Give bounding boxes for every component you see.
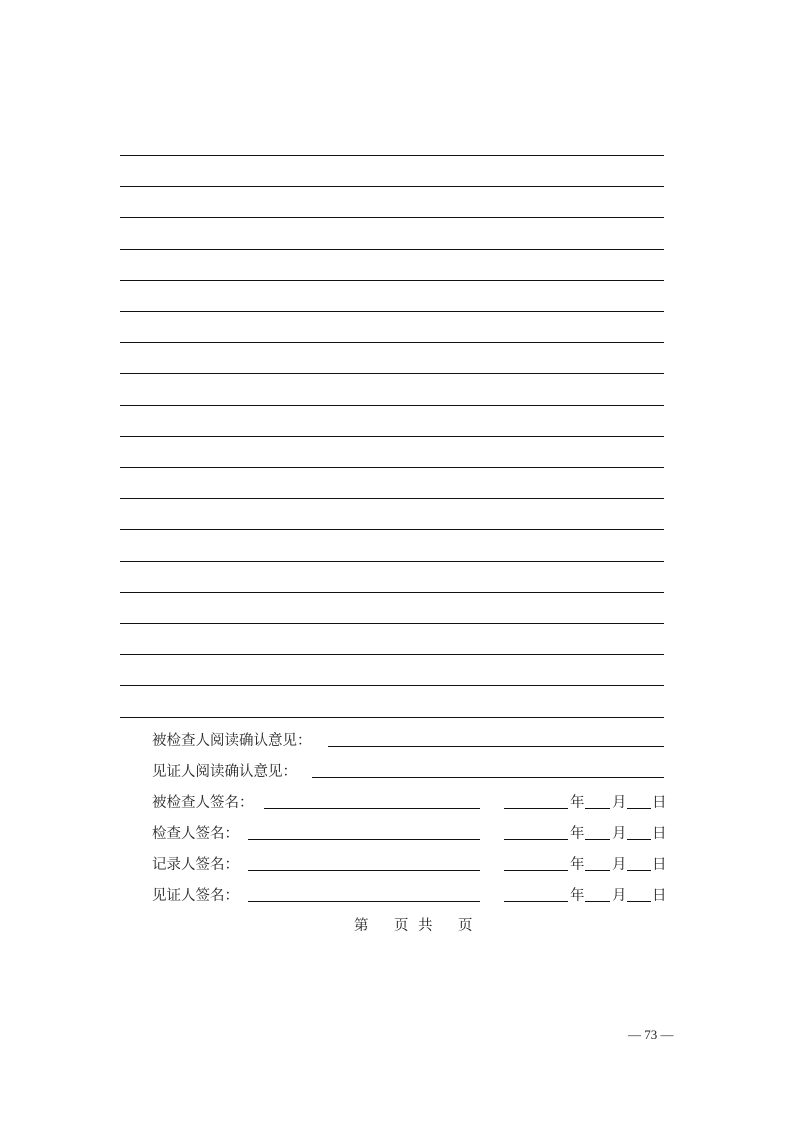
year-unit: 年 xyxy=(570,857,585,873)
year-unit: 年 xyxy=(570,795,585,811)
day-unit: 日 xyxy=(652,826,667,842)
ruled-line xyxy=(120,311,664,312)
day-unit: 日 xyxy=(652,888,667,904)
witness-signature-label: 见证人签名： xyxy=(152,888,239,904)
day-unit: 日 xyxy=(652,795,667,811)
ruled-line xyxy=(120,467,664,468)
ruled-line xyxy=(120,405,664,406)
day-unit: 日 xyxy=(652,857,667,873)
month-unit: 月 xyxy=(612,826,627,842)
ruled-line xyxy=(120,592,664,593)
page-counter-page-suffix: 页 xyxy=(394,918,409,934)
year-unit: 年 xyxy=(570,826,585,842)
ruled-line xyxy=(120,373,664,374)
inspected-year-field[interactable] xyxy=(504,808,568,809)
inspected-reading-label: 被检查人阅读确认意见： xyxy=(152,733,312,749)
inspector-day-field[interactable] xyxy=(627,839,651,840)
inspected-signature-row xyxy=(152,791,667,815)
ruled-line xyxy=(120,436,664,437)
witness-signature-field[interactable] xyxy=(248,901,480,902)
ruled-line xyxy=(120,685,664,686)
ruled-line xyxy=(120,498,664,499)
recorder-signature-field[interactable] xyxy=(248,870,480,871)
ruled-line xyxy=(120,623,664,624)
inspected-signature-label: 被检查人签名： xyxy=(152,795,254,811)
ruled-line xyxy=(120,717,664,718)
witness-month-field[interactable] xyxy=(585,901,610,902)
witness-reading-label: 见证人阅读确认意见： xyxy=(152,764,297,780)
ruled-line xyxy=(120,155,664,156)
ruled-line xyxy=(120,342,664,343)
witness-reading-row xyxy=(152,760,664,784)
inspector-signature-row xyxy=(152,822,667,846)
recorder-signature-row xyxy=(152,853,667,877)
inspected-reading-row xyxy=(152,729,664,753)
witness-day-field[interactable] xyxy=(627,901,651,902)
page-counter-page-prefix: 第 xyxy=(354,918,369,934)
page-counter-total-suffix: 页 xyxy=(458,918,473,934)
month-unit: 月 xyxy=(612,795,627,811)
ruled-line xyxy=(120,561,664,562)
page-counter-total-prefix: 共 xyxy=(418,918,433,934)
year-unit: 年 xyxy=(570,888,585,904)
ruled-line xyxy=(120,217,664,218)
inspected-month-field[interactable] xyxy=(585,808,610,809)
ruled-line xyxy=(120,249,664,250)
inspected-reading-field[interactable] xyxy=(328,746,664,747)
witness-year-field[interactable] xyxy=(504,901,568,902)
ruled-line xyxy=(120,654,664,655)
inspected-signature-field[interactable] xyxy=(264,808,480,809)
ruled-line xyxy=(120,280,664,281)
inspector-signature-label: 检查人签名： xyxy=(152,826,239,842)
recorder-day-field[interactable] xyxy=(627,870,651,871)
inspected-day-field[interactable] xyxy=(627,808,651,809)
month-unit: 月 xyxy=(612,888,627,904)
witness-signature-row xyxy=(152,884,667,908)
witness-reading-field[interactable] xyxy=(312,777,664,778)
recorder-month-field[interactable] xyxy=(585,870,610,871)
recorder-year-field[interactable] xyxy=(504,870,568,871)
month-unit: 月 xyxy=(612,857,627,873)
inspector-year-field[interactable] xyxy=(504,839,568,840)
ruled-line xyxy=(120,529,664,530)
ruled-line xyxy=(120,186,664,187)
page-number: — 73 — xyxy=(628,1027,674,1042)
recorder-signature-label: 记录人签名： xyxy=(152,857,239,873)
inspector-month-field[interactable] xyxy=(585,839,610,840)
inspector-signature-field[interactable] xyxy=(248,839,480,840)
